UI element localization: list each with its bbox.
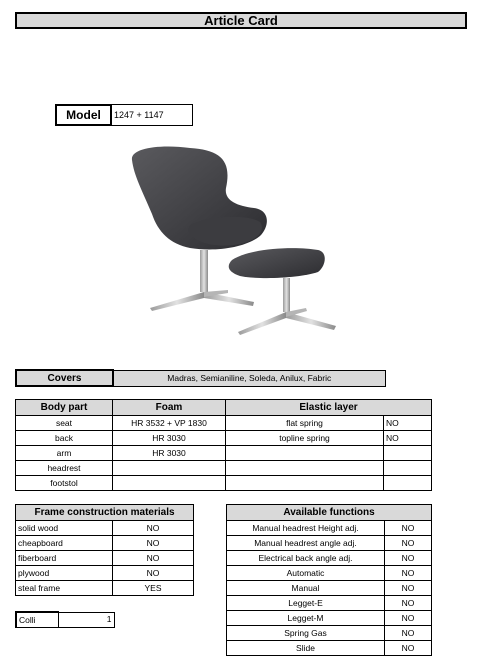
material-value: NO [113, 536, 194, 551]
elastic-value-cell: NO [384, 416, 432, 431]
body-part-cell: seat [16, 416, 113, 431]
available-functions-header: Available functions [227, 505, 432, 521]
elastic-cell [226, 461, 384, 476]
function-name: Legget-M [227, 611, 385, 626]
table-row [227, 611, 432, 626]
colli-table [15, 611, 115, 628]
elastic-value-cell: NO [384, 431, 432, 446]
function-name: Slide [227, 641, 385, 656]
function-name: Manual headrest angle adj. [227, 536, 385, 551]
table-row [227, 551, 432, 566]
table-row [16, 431, 432, 446]
model-label: Model [55, 104, 112, 126]
table-row [16, 536, 194, 551]
function-name: Spring Gas [227, 626, 385, 641]
body-part-cell: arm [16, 446, 113, 461]
table-row [227, 566, 432, 581]
body-part-table [15, 399, 432, 491]
covers-value: Madras, Semianiline, Soleda, Anilux, Fabric [113, 370, 385, 386]
elastic-cell: topline spring [226, 431, 384, 446]
foam-cell: HR 3532 + VP 1830 [113, 416, 226, 431]
body-part-cell: headrest [16, 461, 113, 476]
frame-materials-header: Frame construction materials [16, 505, 194, 521]
foam-cell [113, 461, 226, 476]
table-row [16, 581, 194, 596]
table-row [227, 626, 432, 641]
function-value: NO [385, 551, 432, 566]
material-name: plywood [16, 566, 113, 581]
material-name: fiberboard [16, 551, 113, 566]
function-value: NO [385, 581, 432, 596]
table-row [227, 596, 432, 611]
table-row [16, 566, 194, 581]
table-row [227, 521, 432, 536]
page-title: Article Card [15, 12, 467, 29]
elastic-value-cell [384, 476, 432, 491]
material-name: solid wood [16, 521, 113, 536]
material-value: NO [113, 566, 194, 581]
table-row [16, 416, 432, 431]
body-part-cell: footstol [16, 476, 113, 491]
covers-table [15, 369, 386, 387]
table-row [16, 461, 432, 476]
elastic-cell [226, 476, 384, 491]
function-value: NO [385, 641, 432, 656]
available-functions-table [226, 504, 432, 656]
covers-label: Covers [16, 370, 113, 386]
elastic-cell [226, 446, 384, 461]
elastic-value-cell [384, 461, 432, 476]
header-foam: Foam [113, 400, 226, 416]
foam-cell [113, 476, 226, 491]
colli-label: Colli [16, 612, 58, 628]
elastic-value-cell [384, 446, 432, 461]
header-elastic-layer: Elastic layer [226, 400, 432, 416]
material-value: NO [113, 521, 194, 536]
model-value: 1247 + 1147 [111, 104, 193, 126]
body-part-cell: back [16, 431, 113, 446]
table-row [16, 446, 432, 461]
function-value: NO [385, 566, 432, 581]
colli-value: 1 [58, 612, 114, 628]
function-value: NO [385, 611, 432, 626]
material-value: NO [113, 551, 194, 566]
elastic-cell: flat spring [226, 416, 384, 431]
function-name: Manual [227, 581, 385, 596]
function-value: NO [385, 596, 432, 611]
foam-cell: HR 3030 [113, 431, 226, 446]
table-row [227, 641, 432, 656]
table-row [227, 581, 432, 596]
function-value: NO [385, 536, 432, 551]
frame-materials-table [15, 504, 194, 596]
function-value: NO [385, 626, 432, 641]
function-name: Legget-E [227, 596, 385, 611]
table-row [16, 521, 194, 536]
material-name: steal frame [16, 581, 113, 596]
header-body-part: Body part [16, 400, 113, 416]
function-value: NO [385, 521, 432, 536]
function-name: Electrical back angle adj. [227, 551, 385, 566]
function-name: Manual headrest Height adj. [227, 521, 385, 536]
foam-cell: HR 3030 [113, 446, 226, 461]
material-name: cheapboard [16, 536, 113, 551]
table-row [16, 551, 194, 566]
chair-product-image [120, 140, 350, 345]
table-row [16, 476, 432, 491]
function-name: Automatic [227, 566, 385, 581]
material-value: YES [113, 581, 194, 596]
table-row [227, 536, 432, 551]
